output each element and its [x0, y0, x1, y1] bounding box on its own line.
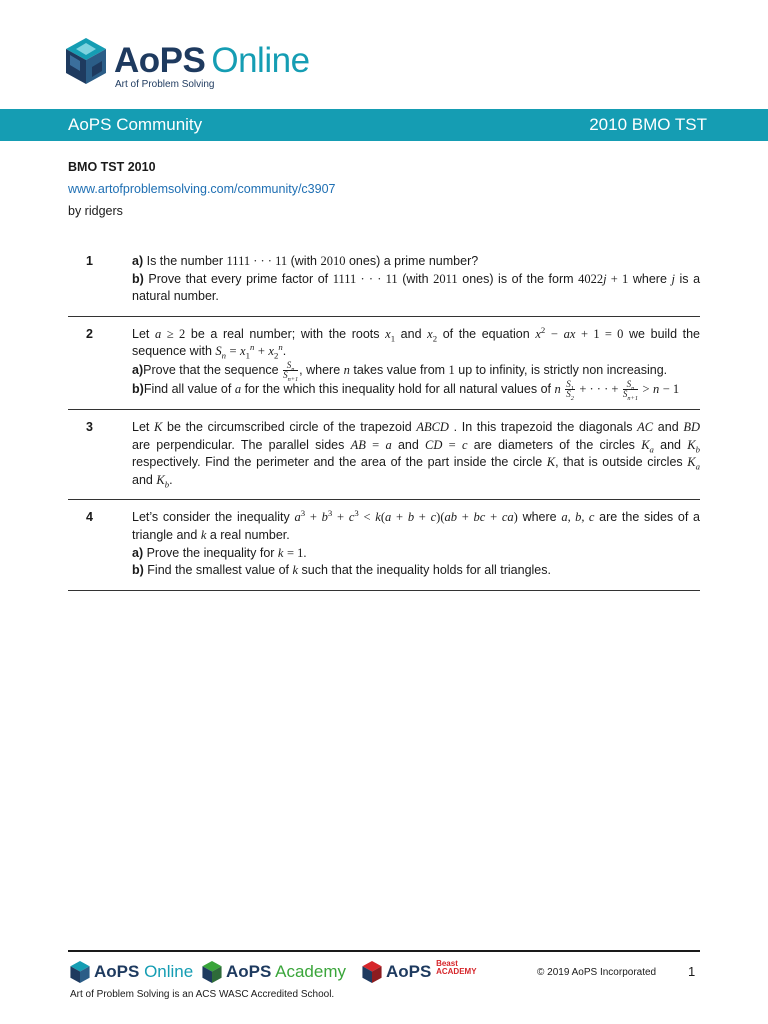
- problem-list: [68, 244, 700, 591]
- community-bar: [0, 109, 768, 141]
- contest-meta: [68, 156, 335, 222]
- beast-cube-icon: [362, 961, 382, 983]
- page-number: 1: [688, 964, 696, 979]
- aops-cube-icon: [70, 961, 90, 983]
- problem-item: [68, 500, 700, 590]
- community-label: AoPS Community: [68, 115, 203, 134]
- author-line: by ridgers: [68, 204, 123, 218]
- problem-text: Let a ≥ 2 be a real number; with the roots $x_1$ and $x_2$ of the equation $x^2$ − ax + 1 = 0 we build the sequence with $S_n = x_1^n + x_2^n$. a)Prove that the sequence $\frac{S_n}{S_{n+1}}$ , where n takes value from 1 up to infinity, is strictly non increasing. b)Find all value of a for the which this inequality hold for all natural values of n $\frac{S_1}{S_2}$ + · · · + $\frac{S_n}{S_{n+1}}$ > n − 1: [132, 324, 701, 402]
- aops-cube-icon: [66, 38, 106, 84]
- footer-divider: [68, 950, 700, 952]
- problem-text: Let K be the circumscribed circle of the trapezoid ABCD . In this trapezoid the diagonals AC and BD are perpendicular. The parallel sides AB = a and CD = c are diameters of the circles $K_a$ and $K_b$ respectively. Find the perimeter and the area of the part inside the circle K, that is outside circles $K_a$ and $K_b$.: [132, 419, 700, 490]
- aops-online-logo: [66, 38, 326, 94]
- footer-logos: AoPS Online AoPS Academy AoPS Beast ACADEMY: [70, 960, 490, 984]
- academy-cube-icon: [202, 961, 222, 983]
- problem-text: Let’s consider the inequality $a^3 + b^3 + c^3 < k(a + b + c)(ab$ + bc + ca) where a, b, c are the sides of a triangle and k a real number. a) Prove the inequality for k = 1. b) Find the smallest value of k such that the inequality holds for all triangles.: [132, 508, 701, 578]
- problem-item: [68, 244, 700, 317]
- copyright-text: © 2019 AoPS Incorporated: [537, 967, 657, 978]
- problem-number: 3: [86, 419, 93, 434]
- brand-name: AoPS Online: [114, 41, 310, 80]
- problem-number: 2: [86, 326, 93, 341]
- problem-item: [68, 317, 700, 410]
- contest-label: 2010 BMO TST: [589, 115, 707, 134]
- community-link[interactable]: www.artofproblemsolving.com/community/c3907: [68, 182, 336, 196]
- problem-number: 1: [86, 254, 93, 268]
- accreditation-text: Art of Problem Solving is an ACS WASC Accredited School.: [70, 989, 335, 1000]
- problem-item: [68, 410, 700, 500]
- contest-title: BMO TST 2010: [68, 160, 156, 174]
- problem-text: a) Is the number 1111 · · · 11 (with 2010 ones) a prime number? b) Prove that every prime factor of 1111 · · · 11 (with 2011 ones) is of the form 4022j + 1 where j is a natural number.: [132, 254, 701, 304]
- brand-tagline: Art of Problem Solving: [115, 79, 215, 90]
- problem-number: 4: [86, 510, 93, 525]
